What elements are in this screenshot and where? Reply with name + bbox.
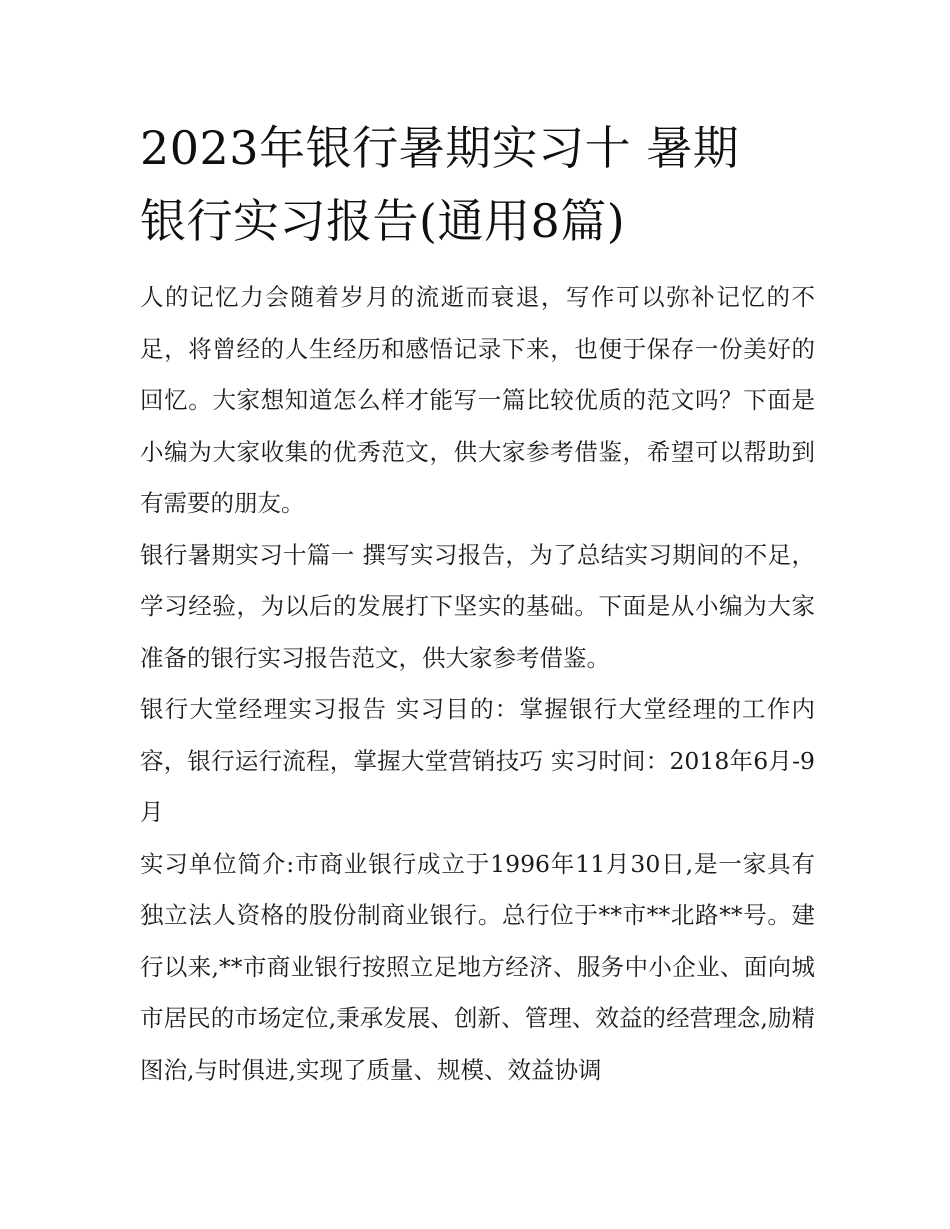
document-body <box>140 272 815 1096</box>
paragraph-internship-info: 银行大堂经理实习报告 实习目的：掌握银行大堂经理的工作内容，银行运行流程，掌握大堂营销技巧 实习时间：2018年6月-9月 <box>140 695 815 826</box>
title-line-1: 2023年银行暑期实习十 暑期 <box>140 121 740 175</box>
paragraph-intro: 人的记忆力会随着岁月的流逝而衰退，写作可以弥补记忆的不足，将曾经的人生经历和感悟记录下来，也便于保存一份美好的回忆。大家想知道怎么样才能写一篇比较优质的范文吗？下面是小编为大家收集的优秀范文，供大家参考借鉴，希望可以帮助到有需要的朋友。 <box>140 283 815 517</box>
paragraph-bank-intro: 实习单位简介:市商业银行成立于1996年11月30日,是一家具有独立法人资格的股份制商业银行。总行位于**市**北路**号。建行以来,**市商业银行按照立足地方经济、服务中小企业、面向城市居民的市场定位,秉承发展、创新、管理、效益的经营理念,励精图治,与时俱进,实现了质量、规模、效益协调 <box>140 849 815 1084</box>
document-title <box>140 112 815 258</box>
title-line-2: 银行实习报告(通用8篇) <box>140 194 626 248</box>
document-content <box>140 112 815 1096</box>
paragraph-part-one: 银行暑期实习十篇一 撰写实习报告，为了总结实习期间的不足，学习经验，为以后的发展打下坚实的基础。下面是从小编为大家准备的银行实习报告范文，供大家参考借鉴。 <box>140 540 815 672</box>
